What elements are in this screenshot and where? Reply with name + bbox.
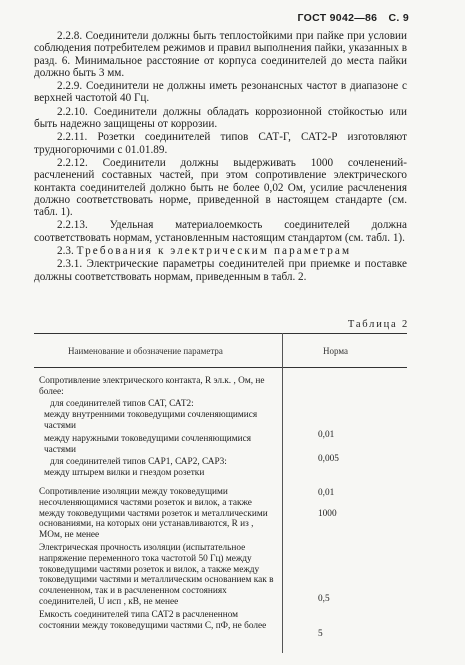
page-header <box>290 12 409 24</box>
section-title: Требования к электрическим параметрам <box>76 245 352 258</box>
table-2 <box>34 333 407 653</box>
section-heading <box>34 245 407 257</box>
paragraph-2-2-10: 2.2.10. Соединители должны обладать коррозионной стойкостью или быть надежно защищены от коррозии. <box>34 105 407 131</box>
table-caption: Таблица 2 <box>347 319 409 330</box>
table-row: для соединителей типов САР1, САР2, САР3: <box>50 457 227 467</box>
column-header-norm: Норма <box>323 346 348 356</box>
table-row: Емкость соединителей типа САТ2 в расчлененном состоянии между токоведущими частями С, пФ, не более <box>39 610 267 631</box>
paragraph-2-2-11: 2.2.11. Розетки соединителей типов САТ-Г, САТ2-Р изготовляют трудногорючими с 01.01.89. <box>34 131 407 156</box>
table-row: Сопротивление изоляции между токоведущими несочленяющимися частями розеток и вилок, а также между токоведущими частями розеток и металлическими основаниями, на которых они устанавливаются, R из , МОм, не менее <box>39 487 268 541</box>
norm-value: 0,005 <box>318 454 339 464</box>
paragraph-2-2-12: 2.2.12. Соединители должны выдерживать 1000 сочленений-расчленений составных частей, при этом сопротивление электрического контакта соединителей должно быть не более 0,02 Ом, усилие расчленения должно соответствовать норме, приведенной в настоящем стандарте (см. табл. 1). <box>34 156 407 219</box>
norm-value: 0,01 <box>318 488 335 498</box>
table-header-rule <box>34 367 407 368</box>
norm-value: 1000 <box>318 509 337 519</box>
paragraph-2-3-1: 2.3.1. Электрические параметры соединителей при приемке и поставке должны соответствовать нормам, приведенным в табл. 2. <box>34 258 407 283</box>
standard-number: ГОСТ 9042—86 <box>297 12 378 24</box>
norm-value: 5 <box>318 629 323 639</box>
table-top-rule <box>34 333 407 334</box>
paragraph-2-2-13: 2.2.13. Удельная материалоемкость соединителей должна соответствовать нормам, установленным настоящим стандартом (см. табл. 1). <box>34 219 407 244</box>
table-row: для соединителей типов САТ, САТ2: <box>50 399 194 409</box>
page-number: С. 9 <box>388 12 409 24</box>
table-column-divider <box>282 333 283 653</box>
table-row: между штырем вилки и гнездом розетки <box>44 468 205 478</box>
body-text <box>34 30 407 284</box>
table-row: между внутренними токоведущими сочленяющимися частями <box>44 410 258 431</box>
table-row: Электрическая прочность изоляции (испытательное напряжение переменного тока частотой 50 Гц) между токоведущими частями розеток и вилок, а также между токоведущими частями и металлическим основанием как в сочлененном, так и в расчлененном состояниях соединителей, U исп , кВ, не менее <box>39 543 274 607</box>
table-row: между наружными токоведущими сочленяющимися частями <box>44 434 252 455</box>
norm-value: 0,5 <box>318 594 330 604</box>
paragraph-2-2-9: 2.2.9. Соединители не должны иметь резонансных частот в диапазоне с верхней частотой 40 Гц. <box>34 80 407 105</box>
section-number: 2.3. <box>57 245 74 258</box>
column-header-parameter: Наименование и обозначение параметра <box>68 346 223 356</box>
norm-value: 0,01 <box>318 430 335 440</box>
table-row: Сопротивление электрического контакта, R эл.к. , Ом, не более: <box>39 376 265 397</box>
paragraph-2-2-8: 2.2.8. Соединители должны быть теплостойкими при пайке при условии соблюдения потребителем режимов и правил выполнения пайки, указанных в разд. 6. Минимальное расстояние от корпуса соединителей до места пайки должно быть 3 мм. <box>34 30 407 79</box>
